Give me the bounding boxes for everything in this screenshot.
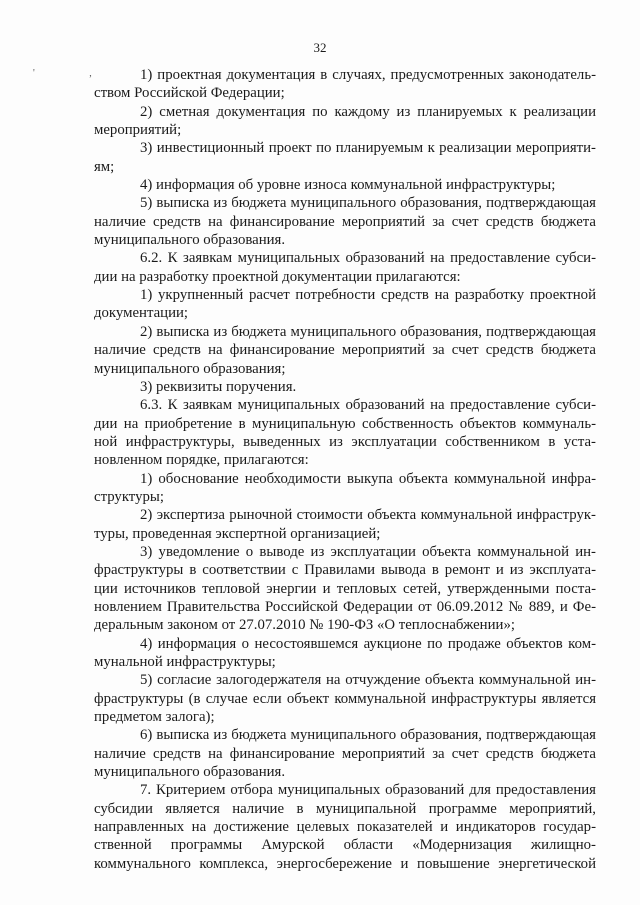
text-line: 1) обоснование необходимости выкупа объекта коммунальной инфра-	[140, 470, 596, 487]
text-line: коммунального комплекса, энергосбережение и повышение энергетической	[94, 855, 596, 872]
text-line: муниципального образования.	[94, 764, 286, 781]
text-line: фраструктуры (в случае если объект коммунальной инфраструктуры является	[94, 690, 596, 707]
text-line: 3) реквизиты поручения.	[140, 378, 297, 395]
text-line: 2) выписка из бюджета муниципального образования, подтверждающая	[140, 323, 596, 340]
text-line: муниципального образования;	[94, 360, 286, 377]
text-line: 3) инвестиционный проект по планируемым к реализации мероприяти-	[140, 140, 596, 157]
text-line: ственной программы Амурской области «Модернизация жилищно-	[94, 837, 596, 854]
text-line: новлением Правительства Российской Федерации от 06.09.2012 № 889, и Фе-	[94, 598, 596, 615]
text-line: дии на разработку проектной документации прилагаются:	[94, 268, 461, 285]
text-line: 7. Критерием отбора муниципальных образований для предоставления	[140, 782, 596, 799]
text-line: 5) выписка из бюджета муниципального образования, подтверждающая	[140, 195, 596, 212]
text-line: 4) информация о несостоявшемся аукционе по продаже объектов ком-	[140, 635, 596, 652]
text-line: ной инфраструктуры, выведенных из эксплуатации собственником в уста-	[94, 433, 596, 450]
text-line: фраструктуры в соответствии с Правилами вывода в ремонт и из эксплуата-	[94, 562, 596, 579]
text-line: ям;	[94, 158, 115, 175]
text-line: 6) выписка из бюджета муниципального образования, подтверждающая	[140, 727, 596, 744]
text-line: ции источников тепловой энергии и тепловых сетей, утвержденными поста-	[94, 580, 596, 597]
text-line: мунальной инфраструктуры;	[94, 654, 276, 670]
text-line: 1) проектная документация в случаях, предусмотренных законодатель-	[140, 67, 596, 83]
text-line: 6.2. К заявкам муниципальных образований на предоставление субси-	[140, 250, 596, 267]
text-line: дии на приобретение в муниципальную собственность объектов коммуналь-	[94, 415, 596, 432]
text-line: 2) экспертиза рыночной стоимости объекта коммунальной инфраструк-	[140, 507, 596, 524]
text-line: структуры;	[94, 488, 164, 505]
text-line: 5) согласие залогодержателя на отчуждение объекта коммунальной ин-	[140, 672, 596, 689]
text-line: наличие средств на финансирование мероприятий за счет средств бюджета	[94, 342, 596, 359]
text-line: ством Российской Федерации;	[94, 85, 285, 102]
text-line: муниципального образования.	[94, 232, 286, 249]
text-line: 2) сметная документация по каждому из планируемых к реализации	[140, 103, 596, 120]
text-line: наличие средств на финансирование мероприятий за счет средств бюджета	[94, 745, 596, 762]
document-body	[94, 66, 596, 873]
text-line: наличие средств на финансирование мероприятий за счет средств бюджета	[94, 213, 596, 230]
text-line: новленном порядке, прилагаются:	[94, 452, 309, 469]
text-line: 1) укрупненный расчет потребности средств на разработку проектной	[140, 287, 596, 304]
text-line: направленных на достижение целевых показателей и индикаторов государ-	[94, 819, 596, 836]
margin-marks: ' ,	[33, 68, 118, 79]
text-line: субсидии является наличие в муниципальной программе мероприятий,	[94, 800, 596, 817]
text-line: туры, проведенная экспертной организацией;	[94, 525, 381, 542]
text-line: мероприятий;	[94, 122, 182, 139]
text-line: деральным законом от 27.07.2010 № 190-ФЗ «О теплоснабжении»;	[94, 617, 515, 634]
text-line: 6.3. К заявкам муниципальных образований на предоставление субси-	[140, 397, 596, 414]
text-line: документации;	[94, 305, 189, 322]
text-line: предметом залога);	[94, 709, 215, 726]
text-line: 4) информация об уровне износа коммунальной инфраструктуры;	[140, 177, 556, 194]
page-number: 32	[313, 40, 327, 55]
text-line: 3) уведомление о выводе из эксплуатации объекта коммунальной ин-	[140, 543, 596, 560]
